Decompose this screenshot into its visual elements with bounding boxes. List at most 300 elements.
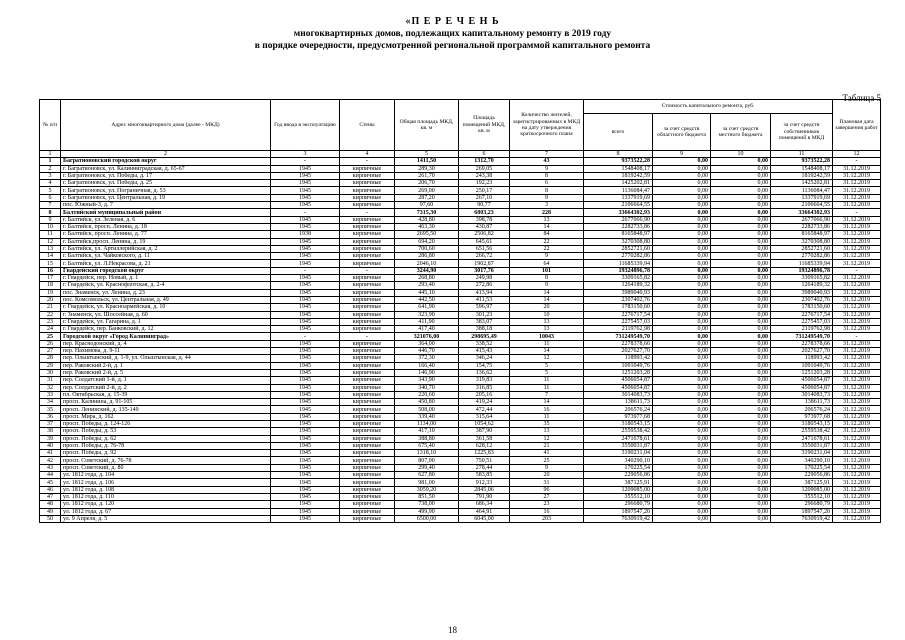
cell-premises-area: 388,18 (459, 326, 510, 333)
cell-num: 40 (40, 442, 61, 449)
cell-walls: - (340, 158, 395, 165)
cell-cost-owners: 2282733,86 (771, 223, 833, 230)
cell-planned-date: - (833, 158, 881, 165)
cell-address: пер. Раковский 2-й, д. 1 (61, 362, 271, 369)
cell-total-area: 446,70 (395, 348, 459, 355)
cell-cost-total: 229056,86 (584, 472, 653, 479)
cell-cost-regional: 0,00 (653, 187, 711, 194)
cell-planned-date: 31.12.2019 (833, 318, 881, 325)
cell-residents: 11 (510, 340, 584, 347)
cell-walls: кирпичные (340, 464, 395, 471)
cell-cost-total: 11685339,94 (584, 260, 653, 267)
cell-premises-area: 315,64 (459, 413, 510, 420)
cell-num: 38 (40, 428, 61, 435)
cell-cost-total: 2119762,98 (584, 326, 653, 333)
cell-planned-date: 31.12.2019 (833, 493, 881, 500)
cell-year: 1945 (271, 311, 340, 318)
cell-residents: 14 (510, 348, 584, 355)
cell-address: просп. Победы, д. 62 (61, 435, 271, 442)
header-cost-owners: за счет средств собственников помещений в МКД (771, 114, 833, 151)
cell-year: 1945 (271, 275, 340, 282)
table-row (40, 340, 881, 347)
cell-cost-total: 1819242,59 (584, 172, 653, 179)
cell-cost-regional: 0,00 (653, 515, 711, 522)
cell-year: 1945 (271, 442, 340, 449)
cell-cost-total: 1548408,17 (584, 165, 653, 172)
cell-planned-date: 31.12.2019 (833, 420, 881, 427)
cell-address: Балтийский муниципальный район (61, 209, 271, 216)
cell-num: 12 (40, 238, 61, 245)
cell-residents: 10 (510, 311, 584, 318)
cell-premises-area: 319,83 (459, 377, 510, 384)
cell-residents: 9 (510, 194, 584, 201)
cell-residents: 6 (510, 180, 584, 187)
cell-premises-area: 596,97 (459, 304, 510, 311)
cell-cost-owners: 3270308,80 (771, 238, 833, 245)
cell-cost-regional: 0,00 (653, 413, 711, 420)
cell-cost-local: 0,00 (711, 479, 771, 486)
cell-num: 2 (40, 165, 61, 172)
cell-walls: кирпичные (340, 355, 395, 362)
cell-planned-date: 31.12.2019 (833, 289, 881, 296)
cell-residents: 7 (510, 391, 584, 398)
cell-num: 31 (40, 377, 61, 384)
cell-cost-local: 0,00 (711, 340, 771, 347)
cell-cost-regional: 0,00 (653, 165, 711, 172)
document-subtitle-1: многоквартирных домов, подлежащих капитальному ремонту в 2019 году (293, 29, 612, 39)
cell-cost-local: 0,00 (711, 442, 771, 449)
cell-total-area: 3244,90 (395, 267, 459, 274)
cell-num: 18 (40, 282, 61, 289)
cell-walls: кирпичные (340, 406, 395, 413)
cell-total-area: 287,20 (395, 194, 459, 201)
table-row (40, 362, 881, 369)
cell-cost-total: 387125,91 (584, 479, 653, 486)
cell-year: 1945 (271, 493, 340, 500)
header-cost-group: Стоимость капитального ремонта, руб. (584, 100, 833, 114)
column-number: 12 (833, 151, 881, 158)
cell-cost-owners: 355512,10 (771, 493, 833, 500)
cell-address: ул. 1812 года, д. 108 (61, 486, 271, 493)
cell-residents: 8 (510, 172, 584, 179)
cell-total-area: 343,90 (395, 377, 459, 384)
cell-planned-date: 31.12.2019 (833, 231, 881, 238)
cell-cost-owners: 4506054,87 (771, 384, 833, 391)
cell-address: г. Багратионовск, ул. Победы, д. 25 (61, 180, 271, 187)
cell-cost-regional: 0,00 (653, 318, 711, 325)
cell-cost-owners: 2278378,66 (771, 340, 833, 347)
column-number: 7 (510, 151, 584, 158)
cell-premises-area: 301,23 (459, 311, 510, 318)
cell-cost-regional: 0,00 (653, 501, 711, 508)
cell-walls: кирпичные (340, 369, 395, 376)
table-group-row (40, 209, 881, 216)
cell-residents: 14 (510, 296, 584, 303)
cell-premises-area: 912,33 (459, 479, 510, 486)
table-row (40, 194, 881, 201)
cell-num: 19 (40, 289, 61, 296)
cell-walls: кирпичные (340, 442, 395, 449)
cell-total-area: 286,80 (395, 253, 459, 260)
cell-walls: кирпичные (340, 311, 395, 318)
cell-cost-total: 2276717,54 (584, 311, 653, 318)
cell-cost-total: 4506054,87 (584, 377, 653, 384)
header-residents: Количество жителей, зарегистрированных в МКД на дату утверждения краткосрочного плана (510, 100, 584, 151)
cell-total-area: 339,40 (395, 413, 459, 420)
cell-cost-regional: 0,00 (653, 180, 711, 187)
cell-address: пос. Комсомольск, ул. Центральная, д. 49 (61, 296, 271, 303)
table-row (40, 318, 881, 325)
cell-residents: 25 (510, 457, 584, 464)
cell-planned-date: 31.12.2019 (833, 355, 881, 362)
cell-cost-owners: 2677066,90 (771, 216, 833, 223)
cell-cost-regional: 0,00 (653, 362, 711, 369)
cell-residents: 9 (510, 253, 584, 260)
cell-walls: - (340, 267, 395, 274)
cell-num: 41 (40, 450, 61, 457)
cell-cost-total: 3989040,93 (584, 289, 653, 296)
cell-planned-date: 31.12.2019 (833, 501, 881, 508)
cell-walls: кирпичные (340, 216, 395, 223)
cell-walls: кирпичные (340, 282, 395, 289)
cell-address: г. Багратионовск, ул. Центральная, д. 19 (61, 194, 271, 201)
cell-address: г. Гвардейск, ул. Краснофлотская, д. 2-4 (61, 282, 271, 289)
cell-total-area: 6500,00 (395, 515, 459, 522)
cell-premises-area: 205,16 (459, 391, 510, 398)
cell-year: - (271, 267, 340, 274)
cell-premises-area: 2845,06 (459, 486, 510, 493)
column-number: 11 (771, 151, 833, 158)
cell-total-area: 299,40 (395, 464, 459, 471)
cell-residents: 228 (510, 209, 584, 216)
table-row (40, 399, 881, 406)
cell-planned-date: 31.12.2019 (833, 442, 881, 449)
cell-address: г. Балтийск, ул. Чайковского, д. 11 (61, 253, 271, 260)
cell-address: просп. Победы, д. 124-126 (61, 420, 271, 427)
cell-planned-date: 31.12.2019 (833, 515, 881, 522)
table-group-row (40, 267, 881, 274)
table-row (40, 391, 881, 398)
cell-year: 1938 (271, 231, 340, 238)
cell-total-area: 981,00 (395, 479, 459, 486)
cell-num: 49 (40, 508, 61, 515)
cell-walls: кирпичные (340, 486, 395, 493)
cell-cost-local: 0,00 (711, 245, 771, 252)
cell-cost-total: 973977,68 (584, 413, 653, 420)
table-row (40, 202, 881, 209)
cell-residents: 14 (510, 223, 584, 230)
cell-cost-local: 0,00 (711, 311, 771, 318)
cell-walls: кирпичные (340, 348, 395, 355)
cell-cost-total: 3550031,87 (584, 442, 653, 449)
table-row (40, 377, 881, 384)
column-number: 10 (711, 151, 771, 158)
cell-cost-total: 1209085,00 (584, 486, 653, 493)
cell-residents: 41 (510, 450, 584, 457)
cell-cost-local: 0,00 (711, 194, 771, 201)
cell-num: 24 (40, 326, 61, 333)
cell-num: 8 (40, 209, 61, 216)
cell-premises-area: 346,24 (459, 355, 510, 362)
cell-total-area: 851,50 (395, 493, 459, 500)
cell-total-area: 97,60 (395, 202, 459, 209)
cell-cost-total: 1264189,32 (584, 282, 653, 289)
cell-planned-date: 31.12.2019 (833, 260, 881, 267)
cell-cost-owners: 296680,79 (771, 501, 833, 508)
cell-year: - (271, 209, 340, 216)
cell-cost-local: 0,00 (711, 231, 771, 238)
cell-cost-owners: 3014083,73 (771, 391, 833, 398)
cell-cost-owners: 2275457,03 (771, 318, 833, 325)
cell-year: 1945 (271, 435, 340, 442)
cell-residents: 9 (510, 165, 584, 172)
cell-cost-owners: 1897547,20 (771, 508, 833, 515)
cell-premises-area: 361,58 (459, 435, 510, 442)
cell-premises-area: 90,77 (459, 202, 510, 209)
cell-cost-regional: 0,00 (653, 377, 711, 384)
cell-num: 13 (40, 245, 61, 252)
cell-cost-total: 1897547,20 (584, 508, 653, 515)
cell-planned-date: 31.12.2019 (833, 326, 881, 333)
cell-year: 1945 (271, 486, 340, 493)
column-number: 1 (40, 151, 61, 158)
cell-num: 11 (40, 231, 61, 238)
cell-num: 43 (40, 464, 61, 471)
cell-num: 50 (40, 515, 61, 522)
cell-cost-regional: 0,00 (653, 172, 711, 179)
cell-year: 1945 (271, 472, 340, 479)
cell-address: г. Балтийск, ул. Артиллерийская, д. 2 (61, 245, 271, 252)
cell-premises-area: 3017,76 (459, 267, 510, 274)
cell-walls: кирпичные (340, 501, 395, 508)
cell-premises-area: 298695,49 (459, 333, 510, 340)
cell-address: г. Гвардейск, пер. Банковский, д. 12 (61, 326, 271, 333)
cell-cost-local: 0,00 (711, 216, 771, 223)
cell-num: 45 (40, 479, 61, 486)
cell-cost-local: 0,00 (711, 275, 771, 282)
table-group-row (40, 333, 881, 340)
header-year: Год ввода в эксплуатацию (271, 100, 340, 151)
cell-num: 32 (40, 384, 61, 391)
cell-planned-date: 31.12.2019 (833, 165, 881, 172)
cell-address: г. Балтийск, просп. Ленина, д. 77 (61, 231, 271, 238)
cell-cost-local: 0,00 (711, 172, 771, 179)
cell-cost-owners: 2471678,61 (771, 435, 833, 442)
cell-cost-total: 1337919,69 (584, 194, 653, 201)
cell-cost-owners: 3190231,04 (771, 450, 833, 457)
cell-premises-area: 136,62 (459, 369, 510, 376)
cell-cost-local: 0,00 (711, 165, 771, 172)
cell-residents: 96 (510, 486, 584, 493)
cell-num: 7 (40, 202, 61, 209)
cell-cost-total: 3270308,80 (584, 238, 653, 245)
cell-address: г. Знаменск, ул. Шоссейная, д. 60 (61, 311, 271, 318)
cell-total-area: 146,90 (395, 369, 459, 376)
cell-cost-local: 0,00 (711, 472, 771, 479)
cell-cost-owners: 138611,73 (771, 399, 833, 406)
cell-num: 27 (40, 348, 61, 355)
cell-address: пер. Солдатский 1-й, д. 1 (61, 377, 271, 384)
column-number: 9 (653, 151, 711, 158)
cell-year: - (271, 158, 340, 165)
cell-num: 1 (40, 158, 61, 165)
column-number: 3 (271, 151, 340, 158)
cell-cost-regional: 0,00 (653, 231, 711, 238)
table-row (40, 260, 881, 267)
cell-cost-regional: 0,00 (653, 333, 711, 340)
cell-cost-total: 1091049,76 (584, 362, 653, 369)
cell-year: 1945 (271, 304, 340, 311)
cell-walls: кирпичные (340, 413, 395, 420)
cell-planned-date: 31.12.2019 (833, 450, 881, 457)
cell-residents: 5 (510, 369, 584, 376)
cell-total-area: 428,80 (395, 216, 459, 223)
cell-address: г. Балтийск, ул. Л.Некрасова, д. 21 (61, 260, 271, 267)
cell-total-area: 289,30 (395, 165, 459, 172)
cell-residents: 12 (510, 435, 584, 442)
cell-cost-total: 206576,24 (584, 406, 653, 413)
cell-total-area: 364,00 (395, 340, 459, 347)
cell-walls: кирпичные (340, 326, 395, 333)
cell-premises-area: 243,38 (459, 172, 510, 179)
cell-residents: 14 (510, 399, 584, 406)
cell-residents: 84 (510, 231, 584, 238)
cell-cost-owners: 1819242,59 (771, 172, 833, 179)
cell-planned-date: 31.12.2019 (833, 253, 881, 260)
table-row (40, 231, 881, 238)
cell-cost-total: 296680,79 (584, 501, 653, 508)
cell-total-area: 388,80 (395, 435, 459, 442)
cell-year: 1945 (271, 296, 340, 303)
cell-planned-date: 31.12.2019 (833, 472, 881, 479)
cell-year: 1945 (271, 340, 340, 347)
cell-walls: кирпичные (340, 275, 395, 282)
cell-total-area: 323,90 (395, 311, 459, 318)
cell-premises-area: 249,98 (459, 275, 510, 282)
cell-premises-area: 651,56 (459, 245, 510, 252)
cell-planned-date: 31.12.2019 (833, 428, 881, 435)
table-row (40, 457, 881, 464)
table-row (40, 187, 881, 194)
table-row (40, 384, 881, 391)
cell-planned-date: 31.12.2019 (833, 238, 881, 245)
table-row (40, 289, 881, 296)
cell-cost-local: 0,00 (711, 180, 771, 187)
cell-address: г. Багратионовск, ул. Пограничная, д. 53 (61, 187, 271, 194)
cell-year: 1945 (271, 479, 340, 486)
column-number-row (40, 151, 881, 158)
cell-walls: кирпичные (340, 435, 395, 442)
table-row (40, 216, 881, 223)
cell-address: пер. Нахимова, д. 9-11 (61, 348, 271, 355)
cell-cost-total: 19324896,78 (584, 267, 653, 274)
cell-cost-local: 0,00 (711, 428, 771, 435)
cell-year: 1945 (271, 464, 340, 471)
cell-cost-total: 2770282,86 (584, 253, 653, 260)
table-row (40, 348, 881, 355)
cell-walls: кирпичные (340, 428, 395, 435)
cell-cost-total: 2275457,03 (584, 318, 653, 325)
cell-residents: 43 (510, 158, 584, 165)
cell-cost-owners: 2852721,60 (771, 245, 833, 252)
table-row (40, 515, 881, 522)
cell-planned-date: 31.12.2019 (833, 377, 881, 384)
cell-walls: кирпичные (340, 223, 395, 230)
cell-address: просп. Советский, д. 76-78 (61, 457, 271, 464)
cell-year: 1945 (271, 406, 340, 413)
cell-cost-regional: 0,00 (653, 304, 711, 311)
cell-cost-regional: 0,00 (653, 508, 711, 515)
cell-cost-regional: 0,00 (653, 267, 711, 274)
cell-cost-owners: 3550031,87 (771, 442, 833, 449)
cell-address: пер. Краснодонский, д. 4 (61, 340, 271, 347)
cell-year: 1945 (271, 420, 340, 427)
cell-num: 34 (40, 399, 61, 406)
cell-cost-owners: 19324896,78 (771, 267, 833, 274)
cell-num: 20 (40, 296, 61, 303)
cell-walls: кирпичные (340, 296, 395, 303)
cell-planned-date: 31.12.2019 (833, 362, 881, 369)
cell-year: 1945 (271, 413, 340, 420)
cell-year: 1945 (271, 245, 340, 252)
cell-cost-regional: 0,00 (653, 275, 711, 282)
table-row (40, 472, 881, 479)
table-row (40, 238, 881, 245)
cell-residents: 8 (510, 275, 584, 282)
cell-total-area: 417,40 (395, 326, 459, 333)
cell-cost-regional: 0,00 (653, 253, 711, 260)
cell-planned-date: 31.12.2019 (833, 479, 881, 486)
cell-cost-owners: 3180543,15 (771, 420, 833, 427)
cell-total-area: 1318,10 (395, 450, 459, 457)
cell-total-area: 445,10 (395, 289, 459, 296)
cell-cost-owners: 11685339,94 (771, 260, 833, 267)
cell-residents: 5 (510, 362, 584, 369)
cell-address: г. Гвардейск, пер. Новый, д. 1 (61, 275, 271, 282)
cell-address: Гвардейский городской округ (61, 267, 271, 274)
cell-cost-regional: 0,00 (653, 406, 711, 413)
cell-residents: 203 (510, 515, 584, 522)
cell-planned-date: 31.12.2019 (833, 275, 881, 282)
header-cost-total: всего (584, 114, 653, 151)
cell-num: 14 (40, 253, 61, 260)
cell-residents: 16 (510, 508, 584, 515)
cell-cost-regional: 0,00 (653, 442, 711, 449)
table-row (40, 450, 881, 457)
cell-total-area: 450,80 (395, 399, 459, 406)
cell-cost-owners: 2027627,70 (771, 348, 833, 355)
cell-cost-total: 8165848,97 (584, 231, 653, 238)
cell-address: ул. 9 Апреля, д. 5 (61, 515, 271, 522)
cell-residents: 31 (510, 479, 584, 486)
cell-address: просп. Победы, д. 53 (61, 428, 271, 435)
cell-year: 1945 (271, 238, 340, 245)
cell-total-area: 7315,30 (395, 209, 459, 216)
cell-cost-total: 2307402,76 (584, 296, 653, 303)
cell-cost-local: 0,00 (711, 223, 771, 230)
cell-address: просп. Советский, д. 80 (61, 464, 271, 471)
cell-walls: кирпичные (340, 180, 395, 187)
cell-cost-total: 340290,10 (584, 457, 653, 464)
cell-cost-total: 9373522,28 (584, 158, 653, 165)
cell-num: 3 (40, 172, 61, 179)
cell-address: ул. 1812 года, д. 104 (61, 472, 271, 479)
cell-cost-regional: 0,00 (653, 158, 711, 165)
cell-year: 1945 (271, 172, 340, 179)
cell-cost-local: 0,00 (711, 209, 771, 216)
cell-num: 23 (40, 318, 61, 325)
cell-walls: кирпичные (340, 231, 395, 238)
